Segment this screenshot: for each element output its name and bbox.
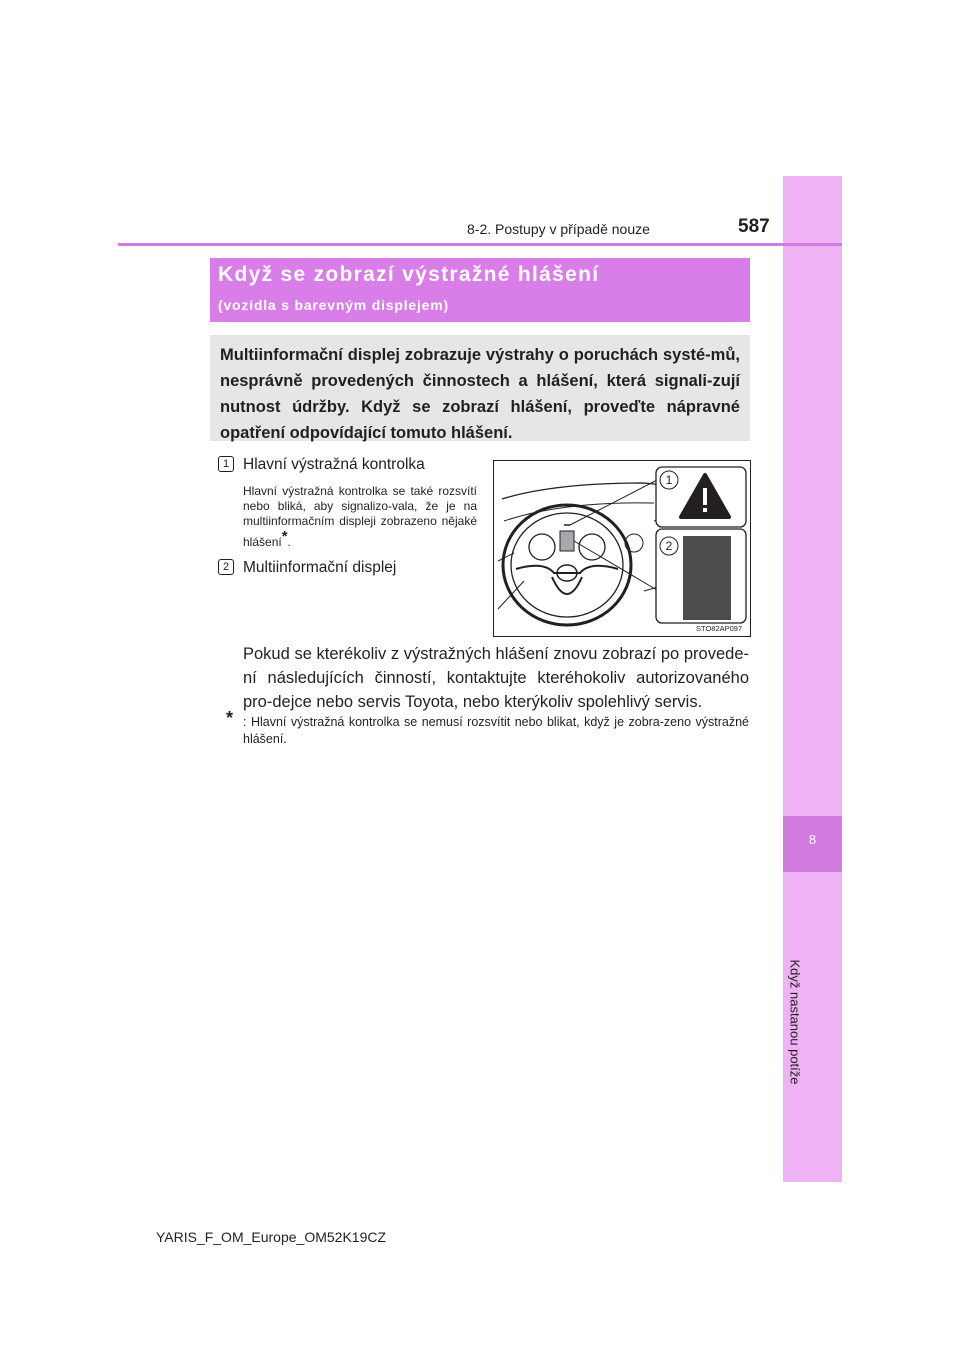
header-divider xyxy=(118,243,842,246)
dashboard-figure xyxy=(493,460,751,637)
page-number: 587 xyxy=(738,216,770,237)
callout-1-number: 1 xyxy=(665,473,673,487)
chapter-label-text: Když nastanou potíže xyxy=(787,959,803,1085)
display-panel xyxy=(683,536,731,620)
chapter-number: 8 xyxy=(808,832,817,847)
item-1-label: Hlavní výstražná kontrolka xyxy=(243,456,425,473)
section-title: 8-2. Postupy v případě nouze xyxy=(467,221,650,237)
item-1-number: 1 xyxy=(218,456,234,472)
page-title: Když se zobrazí výstražné hlášení xyxy=(218,263,600,286)
page-subtitle: (vozidla s barevným displejem) xyxy=(218,297,449,313)
item-1-description-end: . xyxy=(287,535,291,549)
footnote-star: * xyxy=(226,708,234,728)
item-2-label: Multiinformační displej xyxy=(243,559,397,576)
item-2-number: 2 xyxy=(218,559,234,575)
item-1-description xyxy=(243,484,477,550)
footnote-text: : Hlavní výstražná kontrolka se nemusí rozsvítit nebo blikat, když je zobra-zeno výstražné hlášení. xyxy=(243,715,749,746)
figure-code: STO82AP097 xyxy=(696,624,743,633)
intro-text: Multiinformační displej zobrazuje výstrahy o poruchách systé-mů, nesprávně provedených činnostech a hlášení, která signali-zují nutnost údržby. Když se zobrazí hlášení, proveďte nápravné opatření odpovídající tomuto hlášení. xyxy=(220,346,740,442)
body-paragraph: Pokud se kterékoliv z výstražných hlášení znovu zobrazí po provede-ní následujících činností, kontaktujte kteréhokoliv autorizovaného pro-dejce nebo servis Toyota, nebo kterýkoliv spolehlivý servis. xyxy=(243,645,749,711)
item-1-description-text: Hlavní výstražná kontrolka se také rozsvítí nebo bliká, aby signalizo-vala, že je na multiinformačním displeji zobrazeno nějaké hlášení xyxy=(243,484,477,549)
document-code: YARIS_F_OM_Europe_OM52K19CZ xyxy=(155,1229,387,1245)
dashboard-illustration xyxy=(494,461,750,636)
callout-2-number: 2 xyxy=(665,539,673,553)
footnote-mark: * xyxy=(281,528,288,545)
